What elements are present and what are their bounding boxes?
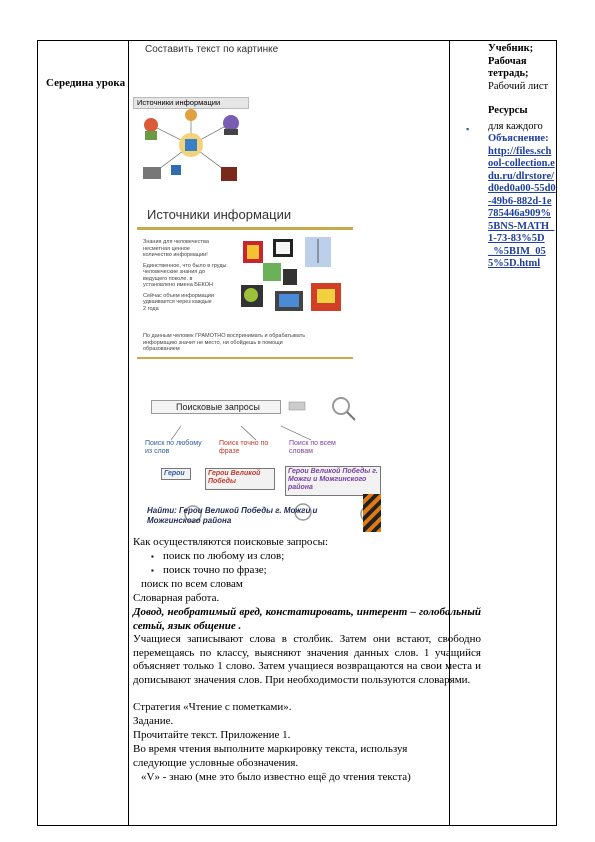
- slide-line: ведущего поколе. в: [143, 275, 193, 282]
- resources-label: Ресурсы: [488, 105, 528, 116]
- read-instruction: Прочитайте текст. Приложение 1.: [133, 729, 291, 741]
- resource-link[interactable]: http://files.school-collection.edu.ru/dlrstore/d0ed0a00-55d0-49b6-882d-1e785446a909%5BNS-MATH_1-73-83%5D_%5BIM_055%5D.html: [488, 145, 556, 269]
- slide-line: 2 года: [143, 305, 159, 312]
- list-item: ▪ поиск по любому из слов;: [133, 550, 481, 564]
- bullet-icon: ▪: [466, 123, 470, 134]
- lesson-stage: Середина урока: [46, 77, 126, 89]
- resources-column: [466, 43, 556, 271]
- explanation-label: Объяснение:: [488, 133, 549, 144]
- slide-line: удваивается через каждые: [143, 299, 212, 305]
- slide-footer-text: [143, 333, 349, 353]
- slide-line: Знания для человечества: [143, 239, 209, 245]
- slide-rule: [137, 357, 353, 359]
- query-list: [133, 550, 481, 577]
- result-box-any: Герои: [161, 468, 191, 480]
- slide-line: количество информации!: [143, 252, 208, 258]
- query-all-words: Поиск по всем словам: [289, 440, 336, 455]
- middle-column: [131, 41, 481, 825]
- search-queries-image: [141, 396, 381, 532]
- search-answer: Найти: Герои Великой Победы г. Можги и Можгинского района: [147, 506, 318, 525]
- task-title: Составить текст по картинке: [145, 44, 279, 55]
- strategy-line: Стратегия «Чтение с пометками».: [133, 701, 292, 713]
- st-george-ribbon: [363, 494, 381, 532]
- question-text: Как осуществляются поисковые запросы:: [133, 536, 329, 548]
- marking-instruction: Во время чтения выполните маркировку текста, используя следующие условные обозначения.: [133, 743, 408, 769]
- slide-line: По данным человек ГРАМОТНО воспринимать и обрабатывать: [143, 333, 306, 339]
- textbook-label: Учебник;: [488, 43, 534, 54]
- vocab-title: Словарная работа.: [133, 592, 220, 604]
- slide-line: установлено имена БЕКОН: [143, 282, 213, 288]
- column-divider: [128, 41, 129, 825]
- resource-item: [466, 120, 556, 134]
- query-exact-phrase: Поиск точно по фразе: [219, 440, 269, 455]
- slide-line: Сейчас объем информации: [143, 292, 215, 299]
- info-sources-slide: [133, 203, 353, 361]
- list-item: ▪ поиск точно по фразе;: [133, 564, 481, 578]
- result-box-phrase: Герои Великой Победы: [205, 468, 275, 490]
- result-box-all: Герои Великой Победы г. Можги и Можгинского района: [285, 466, 381, 496]
- slide-rule: [137, 227, 353, 230]
- slide-title: Источники информации: [147, 207, 292, 222]
- vocab-words: Довод, необратимый вред, констатировать, интерент – голобальный сетьй, язык общение .: [133, 606, 481, 632]
- sources-image: [131, 95, 251, 187]
- lesson-table: [37, 40, 557, 826]
- slide-collage: [233, 233, 353, 323]
- slide-line: Единственное, что было в груды: [143, 262, 227, 269]
- search-box: Поисковые запросы: [151, 400, 281, 414]
- for-each-label: для каждого: [488, 120, 543, 132]
- workbook-label: Рабочая тетрадь;: [488, 55, 529, 79]
- worksheet-label: Рабочий лист: [488, 80, 549, 92]
- query-all: поиск по всем словам: [141, 578, 243, 590]
- slide-line: несметная ценное: [143, 245, 190, 252]
- vocab-instructions: Учащиеся записывают слова в столбик. Затем они встают, свободно перемещаясь по классу, выясняют значения данных слов. 1 учащийся объясняет только 1 слово. Затем учащиеся возвращаются на свои места и дописывают значения слов. При необходимости пользуются словарями.: [133, 633, 481, 686]
- query-any-words: Поиск по любому из слов: [145, 440, 202, 455]
- task-label: Задание.: [133, 715, 174, 727]
- mark-v-line: «V» - знаю (мне это было известно ещё до чтения текста): [141, 771, 411, 783]
- slide-text-block: [143, 239, 231, 312]
- slide-line: информацию значит не место, ни обойдешь в помощи: [143, 339, 283, 346]
- slide-line: человеческие знания до: [143, 269, 206, 275]
- sources-image-title: Источники информации: [133, 97, 249, 109]
- sources-diagram: [131, 95, 251, 187]
- slide-line: образованием: [143, 346, 180, 352]
